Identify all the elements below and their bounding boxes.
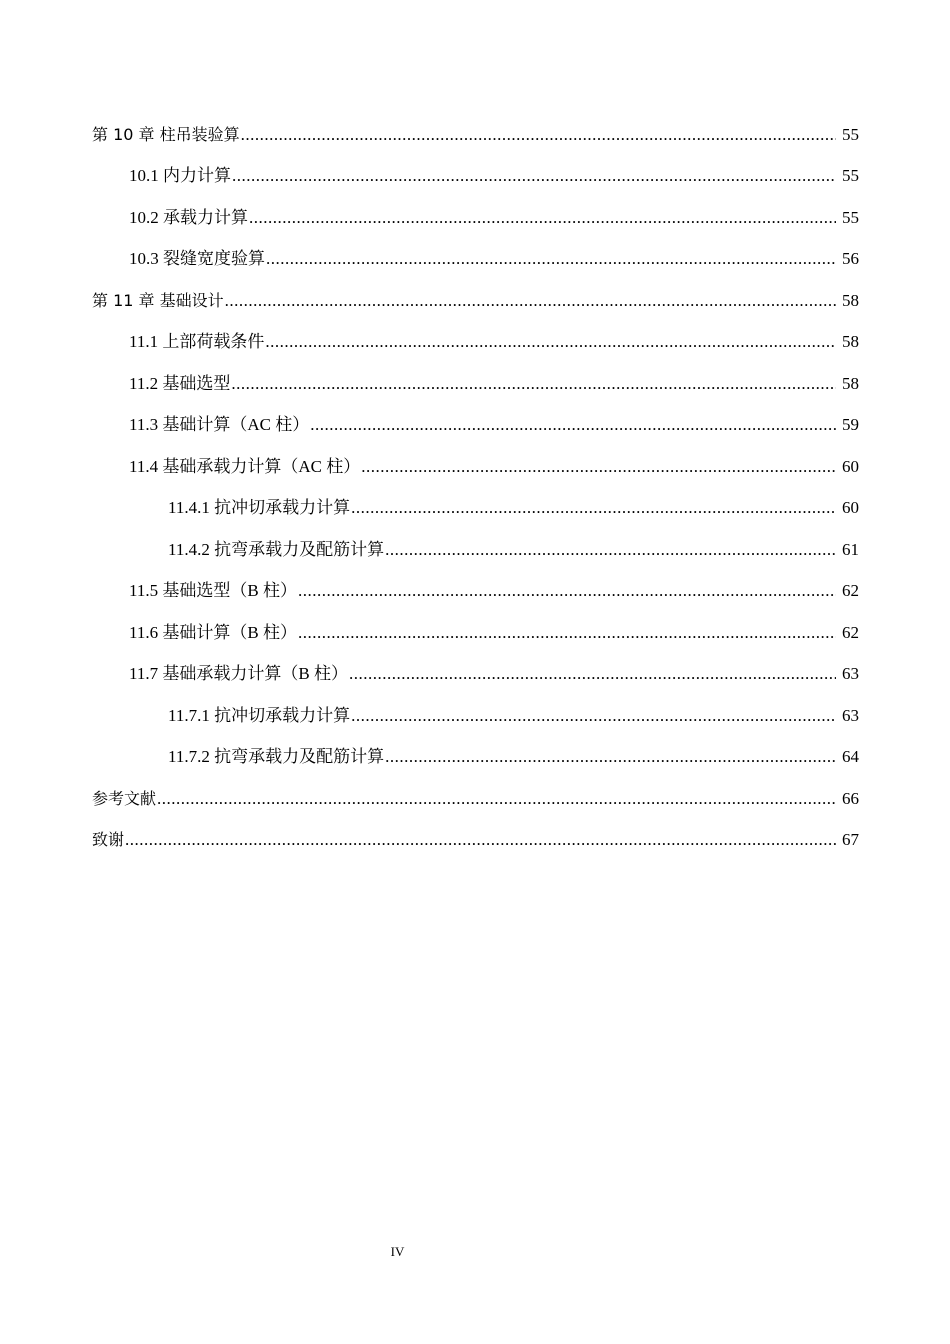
toc-entry[interactable] bbox=[0, 777, 950, 819]
toc-leader-dots bbox=[241, 125, 836, 145]
toc-entry-label: 11.7.2 抗弯承载力及配筋计算 bbox=[168, 747, 385, 766]
toc-entry-page: 60 bbox=[842, 498, 859, 517]
toc-entry-page: 63 bbox=[842, 705, 859, 725]
toc-leader-dots bbox=[157, 789, 836, 809]
toc-entry-label: 10.3 裂缝宽度验算 bbox=[129, 249, 265, 268]
table-of-contents bbox=[0, 113, 950, 860]
toc-entry-label: 第 11 章 基础设计 bbox=[92, 290, 224, 310]
toc-entry-page: 55 bbox=[842, 166, 859, 185]
toc-entry-page: 60 bbox=[842, 456, 859, 476]
toc-entry-label: 10.2 承载力计算 bbox=[129, 207, 248, 227]
toc-entry[interactable] bbox=[0, 404, 950, 446]
toc-entry-label: 11.4 基础承载力计算（AC 柱） bbox=[129, 456, 361, 476]
toc-leader-dots bbox=[385, 747, 836, 767]
toc-leader-dots bbox=[125, 830, 836, 850]
toc-entry-page: 64 bbox=[842, 747, 859, 766]
toc-entry-label: 致谢 bbox=[92, 830, 125, 849]
toc-entry-label: 11.5 基础选型（B 柱） bbox=[129, 581, 297, 600]
toc-entry[interactable] bbox=[0, 653, 950, 695]
toc-entry-page: 55 bbox=[842, 124, 859, 144]
toc-entry-page: 62 bbox=[842, 622, 859, 642]
toc-entry[interactable] bbox=[0, 736, 950, 778]
toc-entry-label: 参考文献 bbox=[92, 788, 157, 808]
toc-entry-label: 11.7 基础承载力计算（B 柱） bbox=[129, 664, 348, 683]
toc-leader-dots bbox=[361, 457, 836, 477]
toc-entry-page: 66 bbox=[842, 788, 859, 808]
toc-entry[interactable] bbox=[0, 445, 950, 487]
toc-leader-dots bbox=[349, 664, 836, 684]
toc-leader-dots bbox=[225, 291, 836, 311]
toc-entry-label: 11.4.1 抗冲切承载力计算 bbox=[168, 498, 351, 517]
toc-entry-label: 11.7.1 抗冲切承载力计算 bbox=[168, 705, 351, 725]
toc-entry[interactable] bbox=[0, 694, 950, 736]
toc-leader-dots bbox=[266, 249, 836, 269]
toc-entry[interactable] bbox=[0, 528, 950, 570]
toc-leader-dots bbox=[231, 374, 836, 394]
toc-entry-label: 10.1 内力计算 bbox=[129, 166, 231, 185]
toc-entry-label: 11.2 基础选型 bbox=[129, 373, 231, 393]
toc-entry-label: 11.6 基础计算（B 柱） bbox=[129, 622, 297, 642]
toc-entry-label: 第 10 章 柱吊装验算 bbox=[92, 124, 240, 144]
toc-entry[interactable] bbox=[0, 570, 950, 612]
toc-leader-dots bbox=[232, 166, 836, 186]
toc-entry[interactable] bbox=[0, 611, 950, 653]
toc-leader-dots bbox=[310, 415, 836, 435]
toc-entry[interactable] bbox=[0, 196, 950, 238]
toc-entry[interactable] bbox=[0, 362, 950, 404]
toc-entry-page: 58 bbox=[842, 373, 859, 393]
toc-entry[interactable] bbox=[0, 113, 950, 155]
toc-entry-page: 58 bbox=[842, 332, 859, 351]
toc-entry[interactable] bbox=[0, 155, 950, 197]
toc-leader-dots bbox=[385, 540, 836, 560]
toc-leader-dots bbox=[351, 498, 836, 518]
toc-entry[interactable] bbox=[0, 279, 950, 321]
toc-entry-page: 55 bbox=[842, 207, 859, 227]
toc-leader-dots bbox=[298, 581, 836, 601]
toc-entry-page: 62 bbox=[842, 581, 859, 600]
toc-entry-label: 11.3 基础计算（AC 柱） bbox=[129, 415, 310, 434]
toc-entry-label: 11.4.2 抗弯承载力及配筋计算 bbox=[168, 539, 385, 559]
toc-entry-page: 61 bbox=[842, 539, 859, 559]
toc-entry[interactable] bbox=[0, 819, 950, 861]
toc-entry-page: 59 bbox=[842, 415, 859, 434]
toc-leader-dots bbox=[265, 332, 836, 352]
toc-entry-page: 63 bbox=[842, 664, 859, 683]
toc-entry[interactable] bbox=[0, 238, 950, 280]
toc-leader-dots bbox=[351, 706, 836, 726]
toc-leader-dots bbox=[249, 208, 836, 228]
page-number: IV bbox=[390, 1244, 405, 1259]
toc-entry[interactable] bbox=[0, 487, 950, 529]
toc-entry-page: 67 bbox=[842, 830, 859, 849]
toc-leader-dots bbox=[298, 623, 836, 643]
toc-entry-page: 58 bbox=[842, 290, 859, 310]
toc-entry-label: 11.1 上部荷载条件 bbox=[129, 332, 265, 351]
toc-entry[interactable] bbox=[0, 321, 950, 363]
toc-entry-page: 56 bbox=[842, 249, 859, 268]
